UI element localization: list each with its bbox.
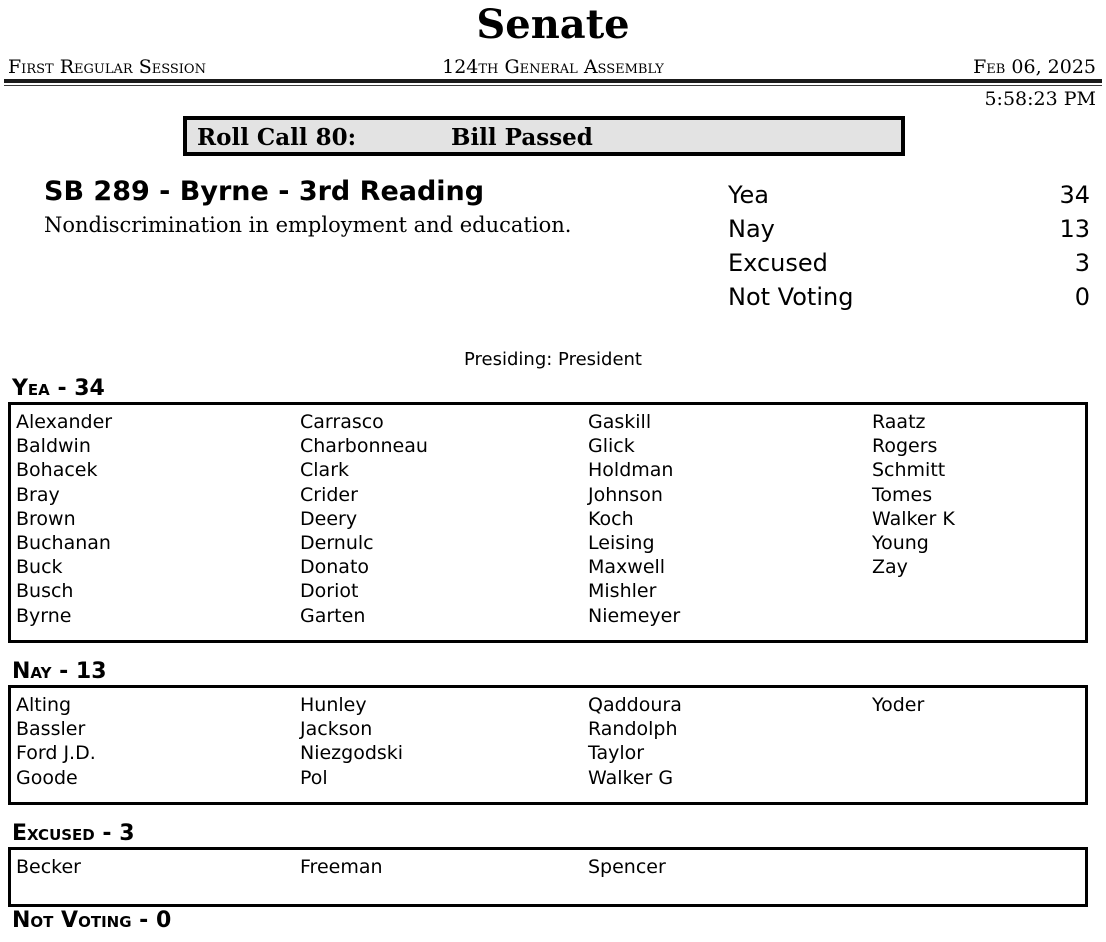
legislator-name: Donato [300,556,370,579]
legislator-name: Brown [16,507,76,530]
vote-name-column [300,410,428,628]
roll-call-banner [183,116,905,156]
legislator-name: Garten [300,604,366,627]
time-label: 5:58:23 PM [984,88,1096,110]
legislator-name: Baldwin [16,435,91,458]
legislator-name: Zay [872,556,908,579]
legislator-name: Randolph [588,718,678,741]
bill-description: Nondiscrimination in employment and education. [44,213,572,237]
legislator-name: Becker [16,856,81,878]
vote-section-label: Yea - 34 [12,376,105,401]
vote-name-column [872,410,955,579]
legislator-name: Spencer [588,856,666,878]
legislator-name: Byrne [16,604,72,627]
vote-name-column [16,693,96,790]
vote-section [8,908,1088,934]
vote-tally [728,178,1090,314]
legislator-name: Holdman [588,459,674,482]
legislator-name: Raatz [872,411,926,433]
tally-count-nay: 13 [1059,215,1090,243]
legislator-name: Alting [16,694,72,716]
legislator-name: Young [872,532,929,555]
legislator-name: Clark [300,459,350,482]
legislator-name: Doriot [300,580,359,603]
header-divider-thick [4,79,1102,83]
vote-section-label: Not Voting - 0 [12,908,172,933]
legislator-name: Yoder [872,694,925,716]
legislator-name: Hunley [300,694,367,716]
legislator-name: Niezgodski [300,742,404,765]
legislator-name: Pol [300,766,328,789]
legislator-name: Leising [588,532,655,555]
legislator-name: Walker G [588,766,674,789]
vote-name-column [300,855,383,879]
legislator-name: Crider [300,483,358,506]
vote-name-column [588,410,680,628]
legislator-name: Ford J.D. [16,742,96,765]
legislator-name: Rogers [872,435,938,458]
legislator-name: Taylor [588,742,645,765]
tally-row [728,280,1090,314]
roll-call-number: Roll Call 80: [197,124,357,151]
legislator-name: Maxwell [588,556,666,579]
legislator-name: Walker K [872,507,955,530]
tally-label-nay: Nay [728,215,775,243]
legislator-name: Goode [16,766,78,789]
legislator-name: Qaddoura [588,694,682,716]
legislator-name: Carrasco [300,411,384,433]
date-label: Feb 06, 2025 [973,56,1096,78]
tally-count-not-voting: 0 [1074,283,1090,311]
bill-title: SB 289 - Byrne - 3rd Reading [44,176,485,207]
tally-row [728,178,1090,212]
tally-label-yea: Yea [728,181,769,209]
vote-section [8,659,1088,805]
legislator-name: Alexander [16,411,113,433]
vote-name-column [872,693,924,717]
legislator-name: Buchanan [16,532,111,555]
tally-count-excused: 3 [1074,249,1090,277]
tally-label-not-voting: Not Voting [728,283,854,311]
legislator-name: Bassler [16,718,86,741]
legislator-name: Tomes [872,483,933,506]
vote-section [8,821,1088,907]
vote-name-column [16,410,112,628]
tally-count-yea: 34 [1059,181,1090,209]
header-meta-row [0,56,1106,78]
assembly-label: 124th General Assembly [442,56,664,78]
roll-call-result: Bill Passed [451,124,593,151]
vote-name-column [16,855,81,879]
tally-label-excused: Excused [728,249,828,277]
legislator-name: Busch [16,580,74,603]
legislator-name: Glick [588,435,635,458]
vote-names-box [8,685,1088,805]
presiding-officer: Presiding: President [463,349,642,370]
legislator-name: Johnson [588,483,663,506]
vote-names-box [8,402,1088,643]
vote-names-box [8,847,1088,907]
legislator-name: Bohacek [16,459,98,482]
legislator-name: Dernulc [300,532,374,555]
tally-row [728,246,1090,280]
vote-name-column [588,693,682,790]
chamber-title: Senate [476,1,630,48]
legislator-name: Mishler [588,580,657,603]
legislator-name: Schmitt [872,459,946,482]
session-label: First Regular Session [8,56,206,78]
header-divider-thin [4,85,1102,86]
legislator-name: Niemeyer [588,604,681,627]
vote-section-label: Nay - 13 [12,659,107,684]
legislator-name: Deery [300,507,358,530]
legislator-name: Freeman [300,856,383,878]
vote-section-label: Excused - 3 [12,821,135,846]
legislator-name: Gaskill [588,411,652,433]
vote-name-column [588,855,666,879]
vote-section [8,376,1088,643]
legislator-name: Jackson [300,718,373,741]
legislator-name: Koch [588,507,634,530]
legislator-name: Bray [16,483,60,506]
legislator-name: Charbonneau [300,435,428,458]
tally-row [728,212,1090,246]
vote-name-column [300,693,403,790]
legislator-name: Buck [16,556,63,579]
